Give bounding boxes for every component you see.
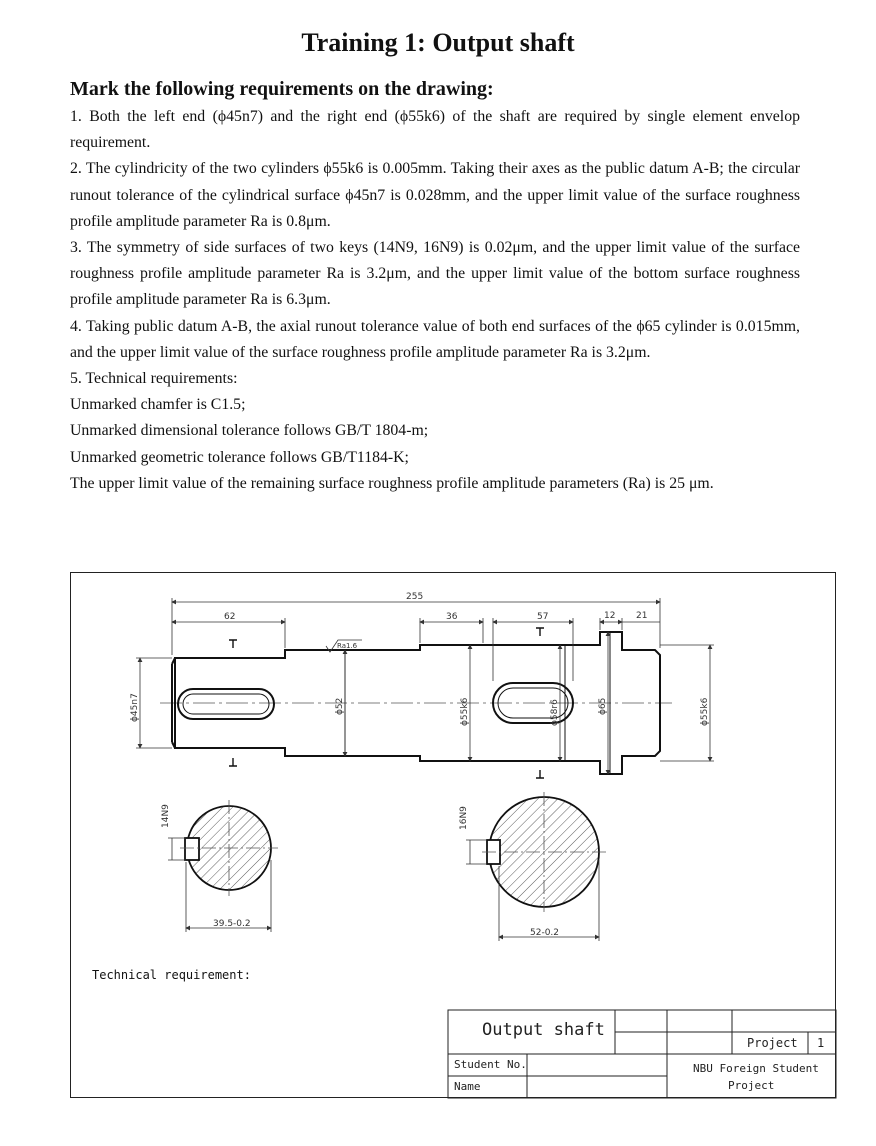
dim-left-length: 62 <box>224 612 236 622</box>
requirement-4: 4. Taking public datum A-B, the axial runout tolerance value of both end surfaces of the ϕ65 cylinder is 0.015mm, and the upper limit value of the surface roughness profile amplitude parameter Ra is 3.2μm. <box>70 317 800 361</box>
dim-roughness: Ra1.6 <box>337 642 358 650</box>
section-view-right <box>466 792 606 941</box>
requirement-3: 3. The symmetry of side surfaces of two keys (14N9, 16N9) is 0.02μm, and the upper limit value of the surface roughness profile amplitude parameter Ra is 3.2μm, and the upper limit value of the bottom surface roughness profile amplitude parameter Ra is 6.3μm. <box>70 239 800 309</box>
dim-section1: 39.5-0.2 <box>213 919 251 929</box>
dim-36: 36 <box>446 612 458 622</box>
keyway-left-inner <box>183 694 269 714</box>
requirement-geometric: Unmarked geometric tolerance follows GB/T1184-K; <box>70 448 409 466</box>
requirement-2: 2. The cylindricity of the two cylinders ϕ55k6 is 0.005mm. Taking their axes as the public datum A-B; the circular runout tolerance of the cylindrical surface ϕ45n7 is 0.028mm, and the upper limit value of the surface roughness profile amplitude parameter Ra is 0.8μm. <box>70 160 800 230</box>
part-name: Output shaft <box>482 1020 605 1040</box>
dim-overall: 255 <box>406 592 424 602</box>
org-line-2: Project <box>728 1079 775 1092</box>
dim-dia-55-left: ϕ55k6 <box>460 697 470 726</box>
page-title: Training 1: Output shaft <box>301 28 575 57</box>
requirement-dimensional: Unmarked dimensional tolerance follows GB/T 1804-m; <box>70 422 429 440</box>
dim-21: 21 <box>636 611 648 621</box>
org-line-1: NBU Foreign Student <box>693 1062 819 1075</box>
requirement-5: 5. Technical requirements: <box>70 370 238 388</box>
dim-dia-65: ϕ65 <box>598 697 608 715</box>
requirement-1: 1. Both the left end (ϕ45n7) and the right end (ϕ55k6) of the shaft are required by single element envelop requirement. <box>70 108 800 152</box>
requirement-chamfer: Unmarked chamfer is C1.5; <box>70 396 246 414</box>
student-no-label: Student No. <box>454 1058 527 1071</box>
section-heading: Mark the following requirements on the drawing: <box>70 78 494 100</box>
dim-dia-left: ϕ45n7 <box>130 693 140 722</box>
requirement-roughness: The upper limit value of the remaining surface roughness profile amplitude parameters (Ra) is 25 μm. <box>70 474 714 492</box>
dim-dia-58: ϕ58r6 <box>550 699 560 726</box>
project-label: Project <box>747 1036 798 1050</box>
name-label: Name <box>454 1080 481 1093</box>
project-number: 1 <box>817 1036 825 1050</box>
dim-key1: 14N9 <box>161 804 171 828</box>
dim-dia-55-right: ϕ55k6 <box>700 697 710 726</box>
technical-requirement-label: Technical requirement: <box>92 968 251 982</box>
dim-section2: 52-0.2 <box>530 928 560 938</box>
dim-key2: 16N9 <box>459 806 469 830</box>
dim-57: 57 <box>537 612 549 622</box>
section-view-left <box>168 800 278 932</box>
dim-12: 12 <box>604 611 616 621</box>
dim-dia-52: ϕ52 <box>335 697 345 715</box>
